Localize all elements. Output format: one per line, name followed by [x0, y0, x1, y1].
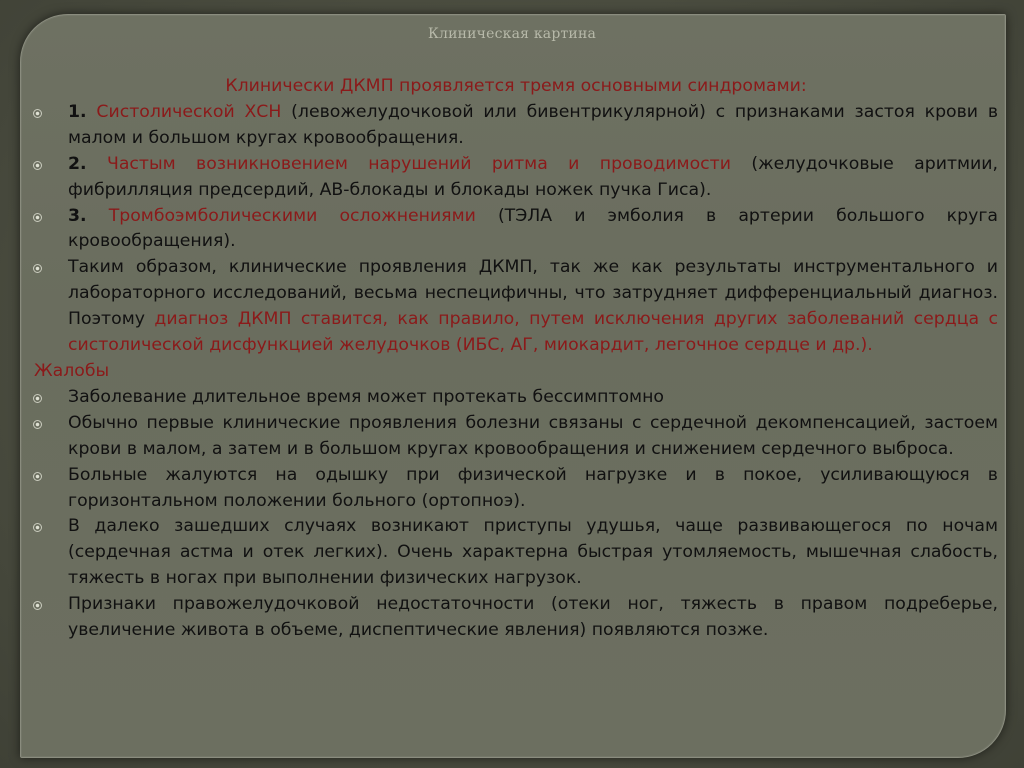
complaint-item: [34, 411, 998, 463]
complaint-text: Больные жалуются на одышку при физической нагрузке и в покое, усиливающуюся в горизонтальном положении больного (ортопноэ).: [68, 464, 998, 511]
syndrome-highlight: Частым возникновением нарушений ритма и проводимости: [106, 153, 731, 174]
conclusion-text: Таким образом, клинические проявления ДКМП, так же как результаты инструментального и лабораторного исследований, весьма неспецифичны, что затрудняет дифференциальный диагноз. Поэтому: [68, 257, 998, 330]
slide-body: [34, 74, 998, 644]
bullet-icon: [33, 213, 42, 222]
syndrome-item-1: [34, 100, 998, 152]
complaints-heading: Жалобы: [34, 360, 110, 381]
syndrome-highlight: Тромбоэмболическими осложнениями: [108, 205, 476, 226]
syndrome-text: (ТЭЛА и эмболия в артерии большого круга кровообращения).: [68, 205, 998, 252]
complaint-text: В далеко зашедших случаях возникают приступы удушья, чаще развивающегося по ночам (сердечная астма и отек легких). Очень характерна быстрая утомляемость, мышечная слабость, тяжесть в ногах при выполнении физических нагрузок.: [68, 516, 998, 589]
slide-title: Клиническая картина: [427, 26, 597, 42]
bullet-icon: [33, 109, 42, 118]
bullet-icon: [33, 394, 42, 403]
syndrome-item-3: [34, 204, 998, 256]
bullet-icon: [33, 161, 42, 170]
syndrome-highlight: Систолической ХСН: [96, 101, 282, 122]
bullet-icon: [33, 472, 42, 481]
complaint-text: Заболевание длительное время может протекать бессимптомно: [68, 386, 664, 407]
conclusion-highlight: диагноз ДКМП ставится, как правило, путем исключения других заболеваний сердца с систолической дисфункцией желудочков (ИБС, АГ, миокардит, легочное сердце и др.).: [68, 309, 998, 356]
bullet-icon: [33, 264, 42, 273]
bullet-icon: [33, 601, 42, 610]
complaint-item: [34, 385, 998, 411]
syndrome-number: 1.: [68, 101, 87, 122]
conclusion-item: [34, 255, 998, 359]
complaint-item: [34, 514, 998, 592]
lead-heading: Клинически ДКМП проявляется тремя основными синдромами:: [225, 76, 807, 96]
complaint-text: Признаки правожелудочковой недостаточности (отеки ног, тяжесть в правом подреберье, увеличение живота в объеме, диспептические явления) появляются позже.: [68, 594, 998, 641]
bullet-icon: [33, 523, 42, 532]
syndrome-number: 3.: [68, 205, 87, 226]
complaint-item: [34, 592, 998, 644]
syndrome-item-2: [34, 152, 998, 204]
syndrome-number: 2.: [68, 153, 87, 174]
syndrome-text: (желудочковые аритмии, фибрилляция предсердий, АВ-блокады и блокады ножек пучка Гиса).: [68, 153, 999, 200]
complaint-text: Обычно первые клинические проявления болезни связаны с сердечной декомпенсацией, застоем крови в малом, а затем и в большом кругах кровообращения и снижением сердечного выброса.: [68, 412, 998, 459]
complaint-item: [34, 463, 998, 515]
bullet-icon: [33, 420, 42, 429]
syndrome-text: (левожелудочковой или бивентрикулярной) с признаками застоя крови в малом и большом кругах кровообращения.: [68, 101, 998, 148]
